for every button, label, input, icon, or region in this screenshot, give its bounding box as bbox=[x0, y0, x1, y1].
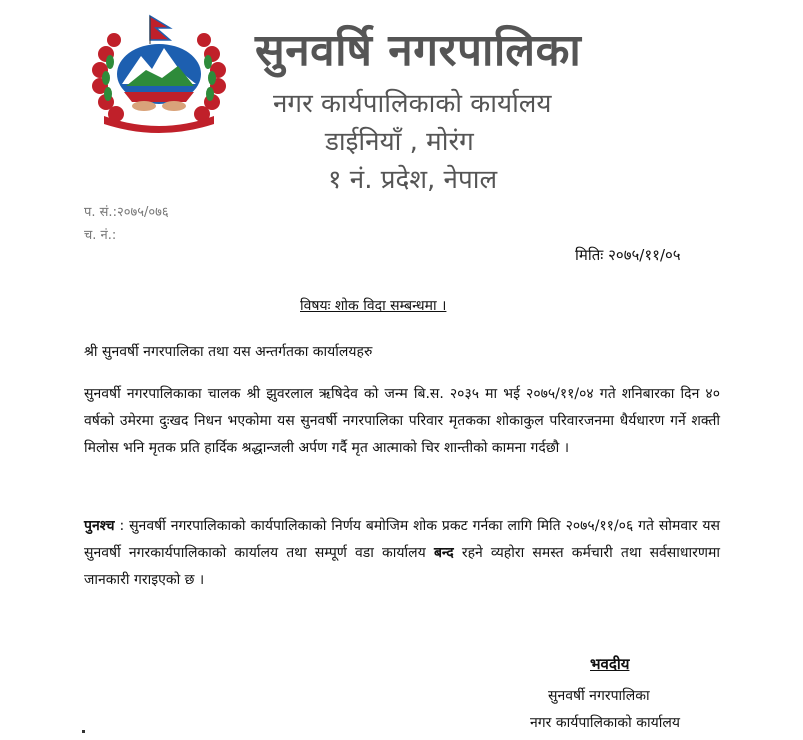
dispatch-number: च. नं.: bbox=[84, 228, 117, 243]
closed-word: बन्द bbox=[433, 545, 454, 561]
letter-number: प. सं.:२०७५/०७६ bbox=[84, 205, 169, 220]
signature-line-2: नगर कार्यपालिकाको कार्यालय bbox=[530, 715, 680, 731]
municipality-title: सुनवर्षि नगरपालिका bbox=[255, 25, 582, 76]
body-paragraph-2 bbox=[84, 513, 720, 594]
letter-date: मितिः २०७५/११/०५ bbox=[575, 246, 681, 264]
body-paragraph-1: सुनवर्षी नगरपालिकाका चालक श्री झुवरलाल ऋषिदेव को जन्म बि.स. २०३५ मा भई २०७५/११/०४ गते शनिबारका दिन ४० वर्षको उमेरमा दुःखद निधन भएकोमा यस सुनवर्षी नगरपालिका परिवार मृतकका शोकाकुल परिवारजनमा धैर्यधारण गर्ने शक्ती मिलोस भनि मृतक प्रति हार्दिक श्रद्धान्जली अर्पण गर्दै मृत आत्माको चिर शान्तीको कामना गर्दछौ । bbox=[84, 386, 720, 456]
stray-mark bbox=[82, 730, 85, 733]
letter-subject: विषयः शोक विदा सम्बन्धमा । bbox=[300, 298, 447, 314]
office-location: डाईनियाँ , मोरंग bbox=[325, 127, 474, 157]
letter-addressee: श्री सुनवर्षी नगरपालिका तथा यस अन्तर्गतका कार्यालयहरु bbox=[84, 344, 373, 360]
signature-line-1: सुनवर्षी नगरपालिका bbox=[548, 688, 650, 704]
postscript-text-2: रहने व्यहोरा समस्त कर्मचारी तथा सर्वसाधारणमा जानकारी गराइएको छ । bbox=[84, 545, 720, 588]
postscript-text-1: : सुनवर्षी नगरपालिकाको कार्यपालिकाको निर्णय बमोजिम शोक प्रकट गर्नका लागि मिति २०७५/११/०६ गते सोमवार यस सुनवर्षी नगरकार्यपालिकाको कार्यालय तथा सम्पूर्ण वडा कार्यालय bbox=[84, 518, 720, 561]
nepal-emblem-icon bbox=[86, 14, 232, 134]
office-province: १ नं. प्रदेश, नेपाल bbox=[328, 165, 498, 195]
signature-title: भवदीय bbox=[590, 655, 630, 673]
postscript-label: पुनश्च bbox=[84, 518, 115, 534]
office-name: नगर कार्यपालिकाको कार्यालय bbox=[273, 89, 552, 119]
